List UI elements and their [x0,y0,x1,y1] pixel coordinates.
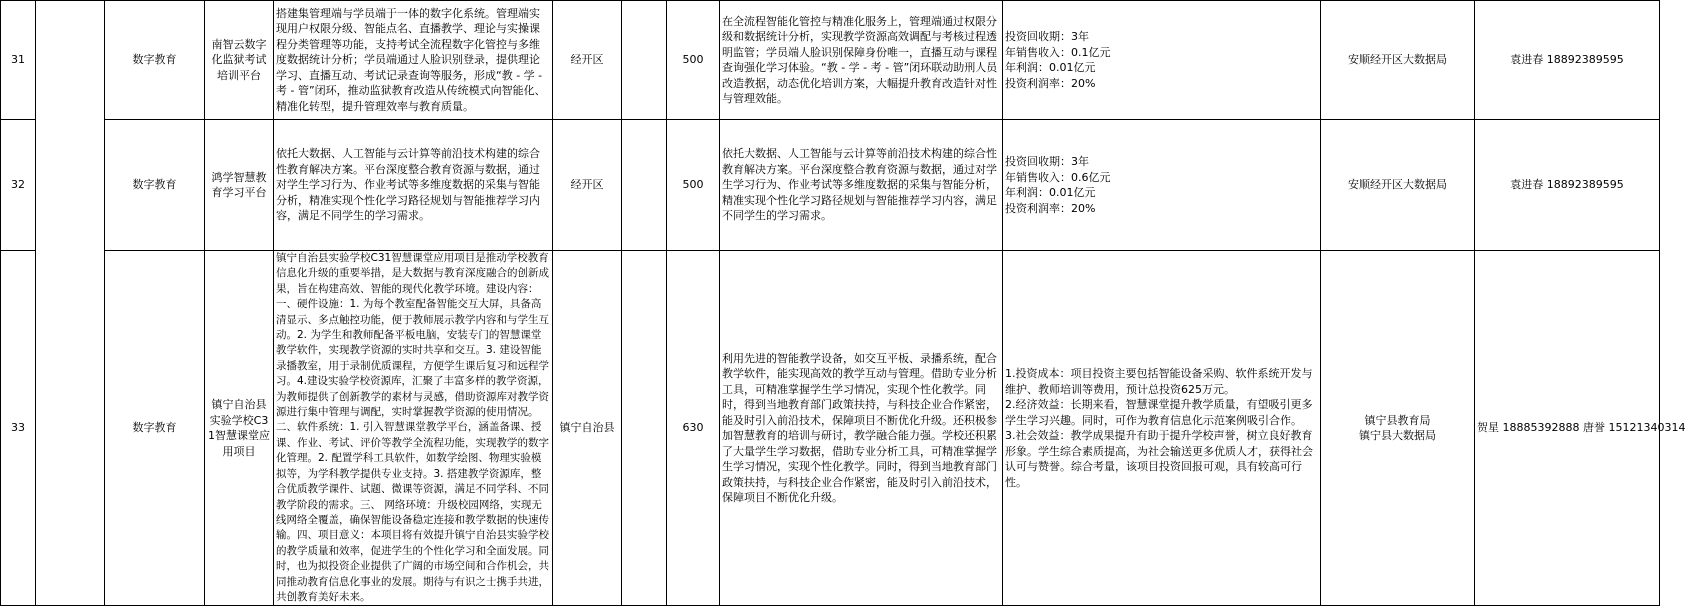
project-content-cell: 镇宁自治县实验学校C31智慧课堂应用项目是推动学校教育信息化升级的重要举措，是大数据与教育深度融合的创新成果，旨在构建高效、智能的现代化教学环境。建设内容：一、硬件设施：1. 为每个教室配备智能交互大屏，具备高清显示、多点触控功能，便于教师展示教学内容和与学生互动。2. 为学生和教师配备平板电脑，安装专门的智慧课堂教学软件，实现教学资源的实时共享和交互。3. 建设智能录播教室，用于录制优质课程，方便学生课后复习和远程学习。4.建设实验学校资源库，汇聚了丰富多样的教学资源，为教师提供了创新教学的素材与灵感，借助资源库对教学资源进行集中管理与调配，实时掌握教学资源的使用情况。二、软件系统：1. 引入智慧课堂教学平台，涵盖备课、授课、作业、考试、评价等教学全流程功能，实现教学的数字化管理。2. 配置学科工具软件，如数学绘图、物理实验模拟等，为学科教学提供专业支持。3. 搭建教学资源库，整合优质教学课件、试题、微课等资源，满足不同学科、不同教学阶段的需求。三、 网络环境：升级校园网络，实现无线网络全覆盖，确保智能设备稳定连接和教学数据的快速传输。四、项目意义：本项目将有效提升镇宁自治县实验学校的教学质量和效率，促进学生的个性化学习和全面发展。同时，也为拟投资企业提供了广阔的市场空间和合作机会，共同推动教育信息化事业的发展。期待与有识之士携手共进，共创教育美好未来。 [274,251,553,606]
unit-cell: 安顺经开区大数据局 [1321,120,1475,251]
project-name-cell: 镇宁自治县实验学校C31智慧课堂应用项目 [205,251,274,606]
row-number: 32 [1,120,36,251]
investment-cell: 630 [667,251,720,606]
advantage-cell: 在全流程智能化管控与精准化服务上，管理端通过权限分级和数据统计分析，实现教学资源高效调配与考核过程透明监管；学员端人脸识别保障身份唯一，直播互动与课程查询强化学习体验。“教 - 学 - 考 - 管”闭环联动助刑人员改造教据，动态优化培训方案，大幅提升教育改造针对性与管理效能。 [720,1,1003,120]
benefit-cell: 投资回收期：3年 年销售收入：0.6亿元 年利润：0.01亿元 投资利润率：20% [1003,120,1321,251]
unit-cell: 镇宁县教育局 镇宁县大数据局 [1321,251,1475,606]
project-content-cell: 依托大数据、人工智能与云计算等前沿技术构建的综合性教育解决方案。平台深度整合教育资源与数据，通过对学生学习行为、作业考试等多维度数据的采集与智能分析，精准实现个性化学习路径规划与智能推荐学习内容，满足不同学生的学习需求。 [274,120,553,251]
contact-cell: 袁进春 18892389595 [1475,1,1660,120]
contact-cell: 袁进春 18892389595 [1475,120,1660,251]
investment-cell: 500 [667,1,720,120]
advantage-cell: 依托大数据、人工智能与云计算等前沿技术构建的综合性教育解决方案。平台深度整合教育资源与数据，通过对学生学习行为、作业考试等多维度数据的采集与智能分析，精准实现个性化学习路径规划与智能推荐学习内容，满足不同学生的学习需求。 [720,120,1003,251]
merged-group-cell [36,1,105,606]
unit-cell: 安顺经开区大数据局 [1321,1,1475,120]
empty-cell [622,120,667,251]
benefit-cell: 1.投资成本：项目投资主要包括智能设备采购、软件系统开发与维护、教师培训等费用，预计总投资625万元。 2.经济效益：长期来看，智慧课堂提升教学质量，有望吸引更多学生学习兴趣。同时，可作为教育信息化示范案例吸引合作。 3.社会效益：教学成果提升有助于提升学校声誉，树立良好教育形象。学生综合素质提高，为社会输送更多优质人才，获得社会认可与赞誉。综合考量，该项目投资回报可观，具有较高可行性。 [1003,251,1321,606]
contact-cell: 贺星 18885392888 唐誉 15121340314 [1475,251,1660,606]
category-cell: 数字教育 [105,120,205,251]
category-cell: 数字教育 [105,251,205,606]
empty-cell [622,251,667,606]
empty-cell [622,1,667,120]
location-cell: 经开区 [553,1,622,120]
table-row [1,251,1660,606]
benefit-cell: 投资回收期：3年 年销售收入：0.1亿元 年利润：0.01亿元 投资利润率：20% [1003,1,1321,120]
row-number: 33 [1,251,36,606]
location-cell: 经开区 [553,120,622,251]
advantage-cell: 利用先进的智能教学设备，如交互平板、录播系统，配合教学软件，能实现高效的教学互动与管理。借助专业分析工具，可精准掌握学生学习情况，实现个性化教学。同时，得到当地教育部门政策扶持，与科技企业合作紧密，能及时引入前沿技术，保障项目不断优化升级。还积极参加智慧教育的培训与研讨，教学融合能力强。学校还积累了大量学生学习数据，借助专业分析工具，可精准掌握学生学习情况，实现个性化教学。同时，得到当地教育部门政策扶持，与科技企业合作紧密，能及时引入前沿技术，保障项目不断优化升级。 [720,251,1003,606]
investment-cell: 500 [667,120,720,251]
table-row [1,120,1660,251]
category-cell: 数字教育 [105,1,205,120]
project-name-cell: 鸿学智慧教育学习平台 [205,120,274,251]
project-name-cell: 南智云数字化监狱考试培训平台 [205,1,274,120]
project-content-cell: 搭建集管理端与学员端于一体的数字化系统。管理端实现用户权限分级、智能点名、直播教学、理论与实操课程分类管理等功能，支持考试全流程数字化管控与多维度数据统计分析；学员端通过人脸识别登录，提供理论学习、直播互动、考试记录查询等服务，形成“教 - 学 - 考 - 管”闭环，推动监狱教育改造从传统模式向智能化、精准化转型，提升管理效率与教育质量。 [274,1,553,120]
row-number: 31 [1,1,36,120]
location-cell: 镇宁自治县 [553,251,622,606]
table-row [1,1,1660,120]
